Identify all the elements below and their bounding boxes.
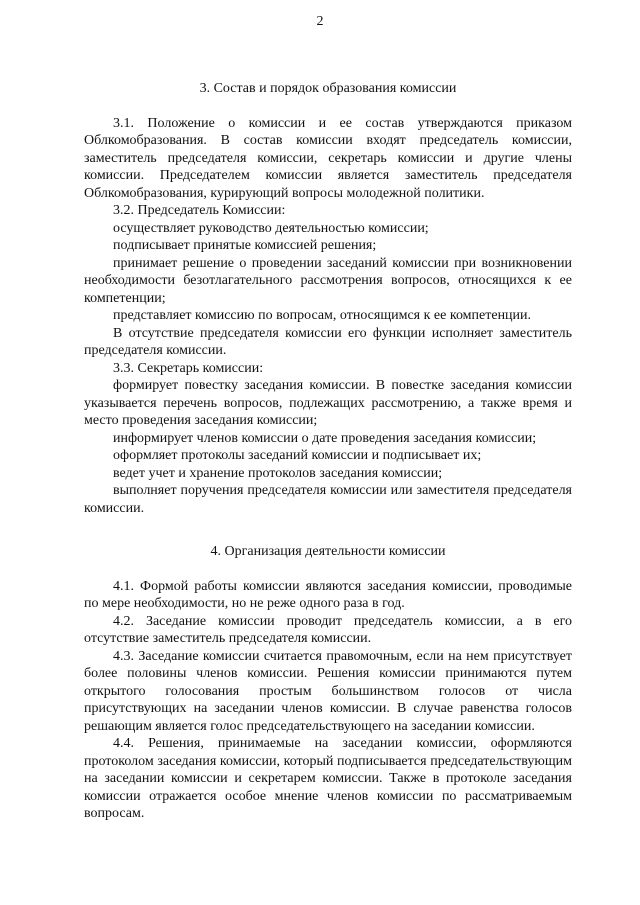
list-item: принимает решение о проведении заседаний комиссии при возникновении необходимости безотлагательного рассмотрения вопросов, относящихся к ее компетенции; <box>84 255 572 306</box>
list-item: информирует членов комиссии о дате проведения заседания комиссии; <box>113 430 537 446</box>
section-heading: 3. Состав и порядок образования комиссии <box>199 81 457 96</box>
paragraph-3-2: 3.2. Председатель Комиссии: <box>113 203 286 218</box>
section-3 <box>84 80 572 517</box>
section-heading: 4. Организация деятельности комиссии <box>210 544 446 559</box>
paragraph-4-1: 4.1. Формой работы комиссии являются заседания комиссии, проводимые по мере необходимости, но не реже одного раза в год. <box>84 578 572 611</box>
paragraph-4-4: 4.4. Решения, принимаемые на заседании комиссии, оформляются протоколом заседания комиссии, который подписывается председательствующим на заседании комиссии и секретарем комиссии. Также в протоколе заседания комиссии отражается особое мнение членов комиссии по рассматриваемым вопросам. <box>84 736 572 821</box>
paragraph-4-3: 4.3. Заседание комиссии считается правомочным, если на нем присутствует более половины членов комиссии. Решения комиссии принимаются путем открытого голосования простым большинством голосов от числа присутствующих на заседании членов комиссии. В случае равенства голосов решающим является голос председательствующего на заседании комиссии. <box>84 648 572 734</box>
document-body <box>84 80 572 823</box>
list-item: осуществляет руководство деятельностью комиссии; <box>113 220 429 236</box>
paragraph-3-1: 3.1. Положение о комиссии и ее состав утверждаются приказом Облкомобразования. В состав комиссии входят председатель комиссии, заместитель председателя комиссии, секретарь комиссии и другие члены комиссии. Председателем комиссии является заместитель председателя Облкомобразования, курирующий вопросы молодежной политики. <box>84 115 572 201</box>
list-item: оформляет протоколы заседаний комиссии и подписывает их; <box>113 448 482 463</box>
list-item: представляет комиссию по вопросам, относящимся к ее компетенции. <box>113 308 532 323</box>
list-item: подписывает принятые комиссией решения; <box>113 238 377 253</box>
paragraph-deputy: В отсутствие председателя комиссии его функции исполняет заместитель председателя комиссии. <box>84 325 572 358</box>
list-item: формирует повестку заседания комиссии. В повестке заседания комиссии указывается перечень вопросов, подлежащих рассмотрению, а также время и место проведения заседания комиссии; <box>84 378 572 428</box>
list-item: выполняет поручения председателя комиссии или заместителя председателя комиссии. <box>84 483 572 516</box>
section-4 <box>84 543 572 823</box>
paragraph-4-2: 4.2. Заседание комиссии проводит председатель комиссии, а в его отсутствие заместитель председателя комиссии. <box>84 613 572 646</box>
paragraph-3-3: 3.3. Секретарь комиссии: <box>113 360 264 376</box>
list-item: ведет учет и хранение протоколов заседания комиссии; <box>113 465 443 481</box>
page-number: 2 <box>316 14 324 29</box>
